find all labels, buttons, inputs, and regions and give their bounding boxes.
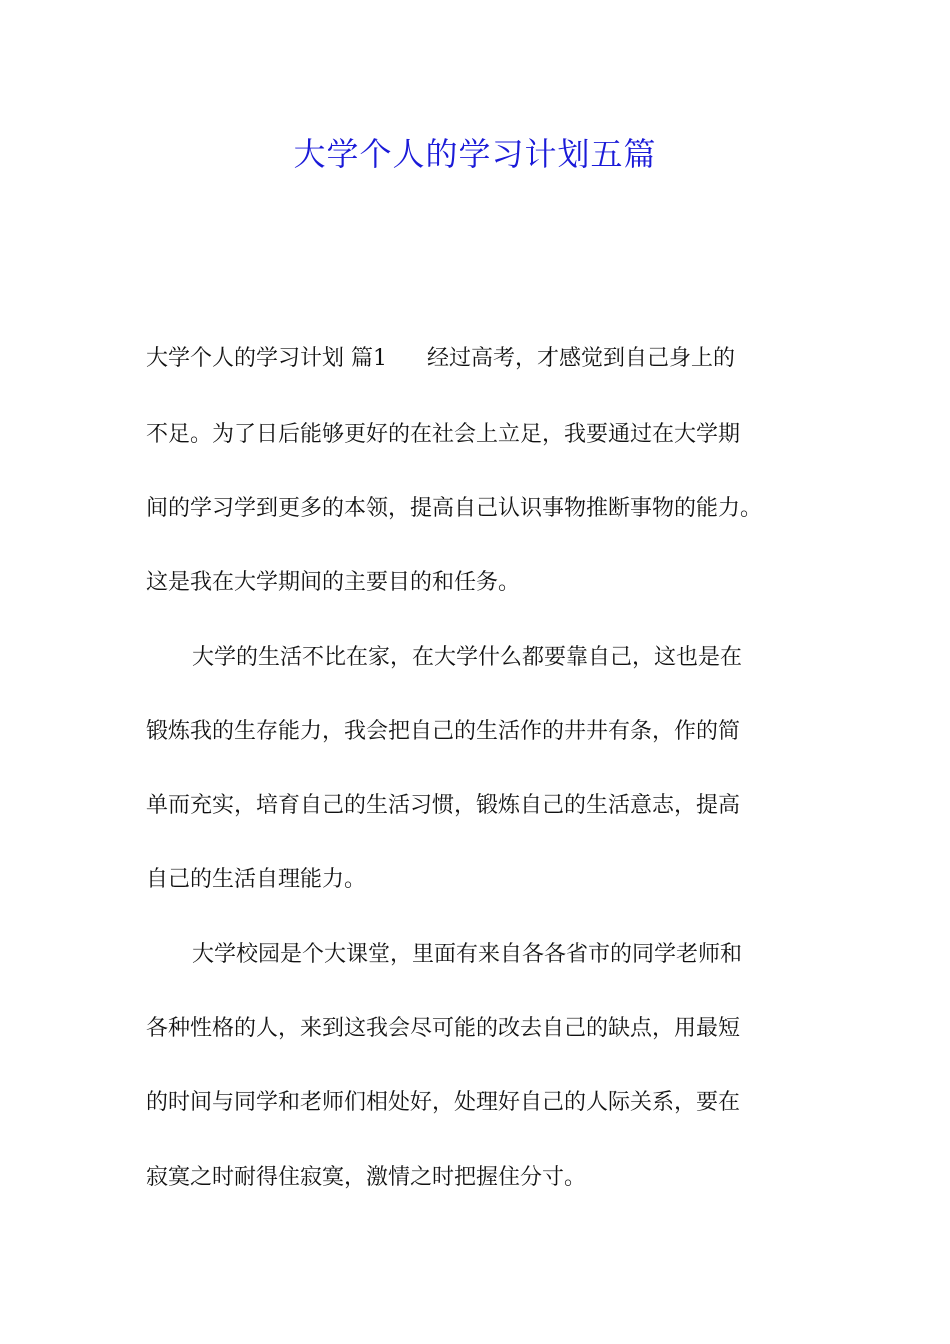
paragraph-1-line-2: 不足。为了日后能够更好的在社会上立足，我要通过在大学期 bbox=[146, 422, 741, 447]
paragraph-2-line-1: 大学的生活不比在家，在大学什么都要靠自己，这也是在 bbox=[192, 645, 743, 670]
paragraph-3-line-1: 大学校园是个大课堂，里面有来自各各省市的同学老师和 bbox=[192, 942, 743, 967]
paragraph-1-line-4: 这是我在大学期间的主要目的和任务。 bbox=[146, 570, 521, 595]
paragraph-2-line-2: 锻炼我的生存能力，我会把自己的生活作的井井有条，作的简 bbox=[146, 719, 741, 744]
paragraph-1-line-3: 间的学习学到更多的本领，提高自己认识事物推断事物的能力。 bbox=[146, 496, 763, 521]
paragraph-2-line-4: 自己的生活自理能力。 bbox=[146, 867, 367, 892]
paragraph-3-line-2: 各种性格的人，来到这我会尽可能的改去自己的缺点，用最短 bbox=[146, 1016, 741, 1041]
paragraph-3-line-3: 的时间与同学和老师们相处好，处理好自己的人际关系，要在 bbox=[146, 1090, 741, 1115]
paragraph-2-line-3: 单而充实，培育自己的生活习惯，锻炼自己的生活意志，提高 bbox=[146, 793, 741, 818]
document-title: 大学个人的学习计划五篇 bbox=[293, 135, 657, 173]
paragraph-1-line-1 bbox=[146, 344, 836, 374]
paragraph-3-line-4: 寂寞之时耐得住寂寞，激情之时把握住分寸。 bbox=[146, 1165, 587, 1190]
paragraph-1-text-start: 经过高考，才感觉到自己身上的 bbox=[427, 346, 736, 371]
section-heading: 大学个人的学习计划 篇1 bbox=[146, 346, 387, 371]
